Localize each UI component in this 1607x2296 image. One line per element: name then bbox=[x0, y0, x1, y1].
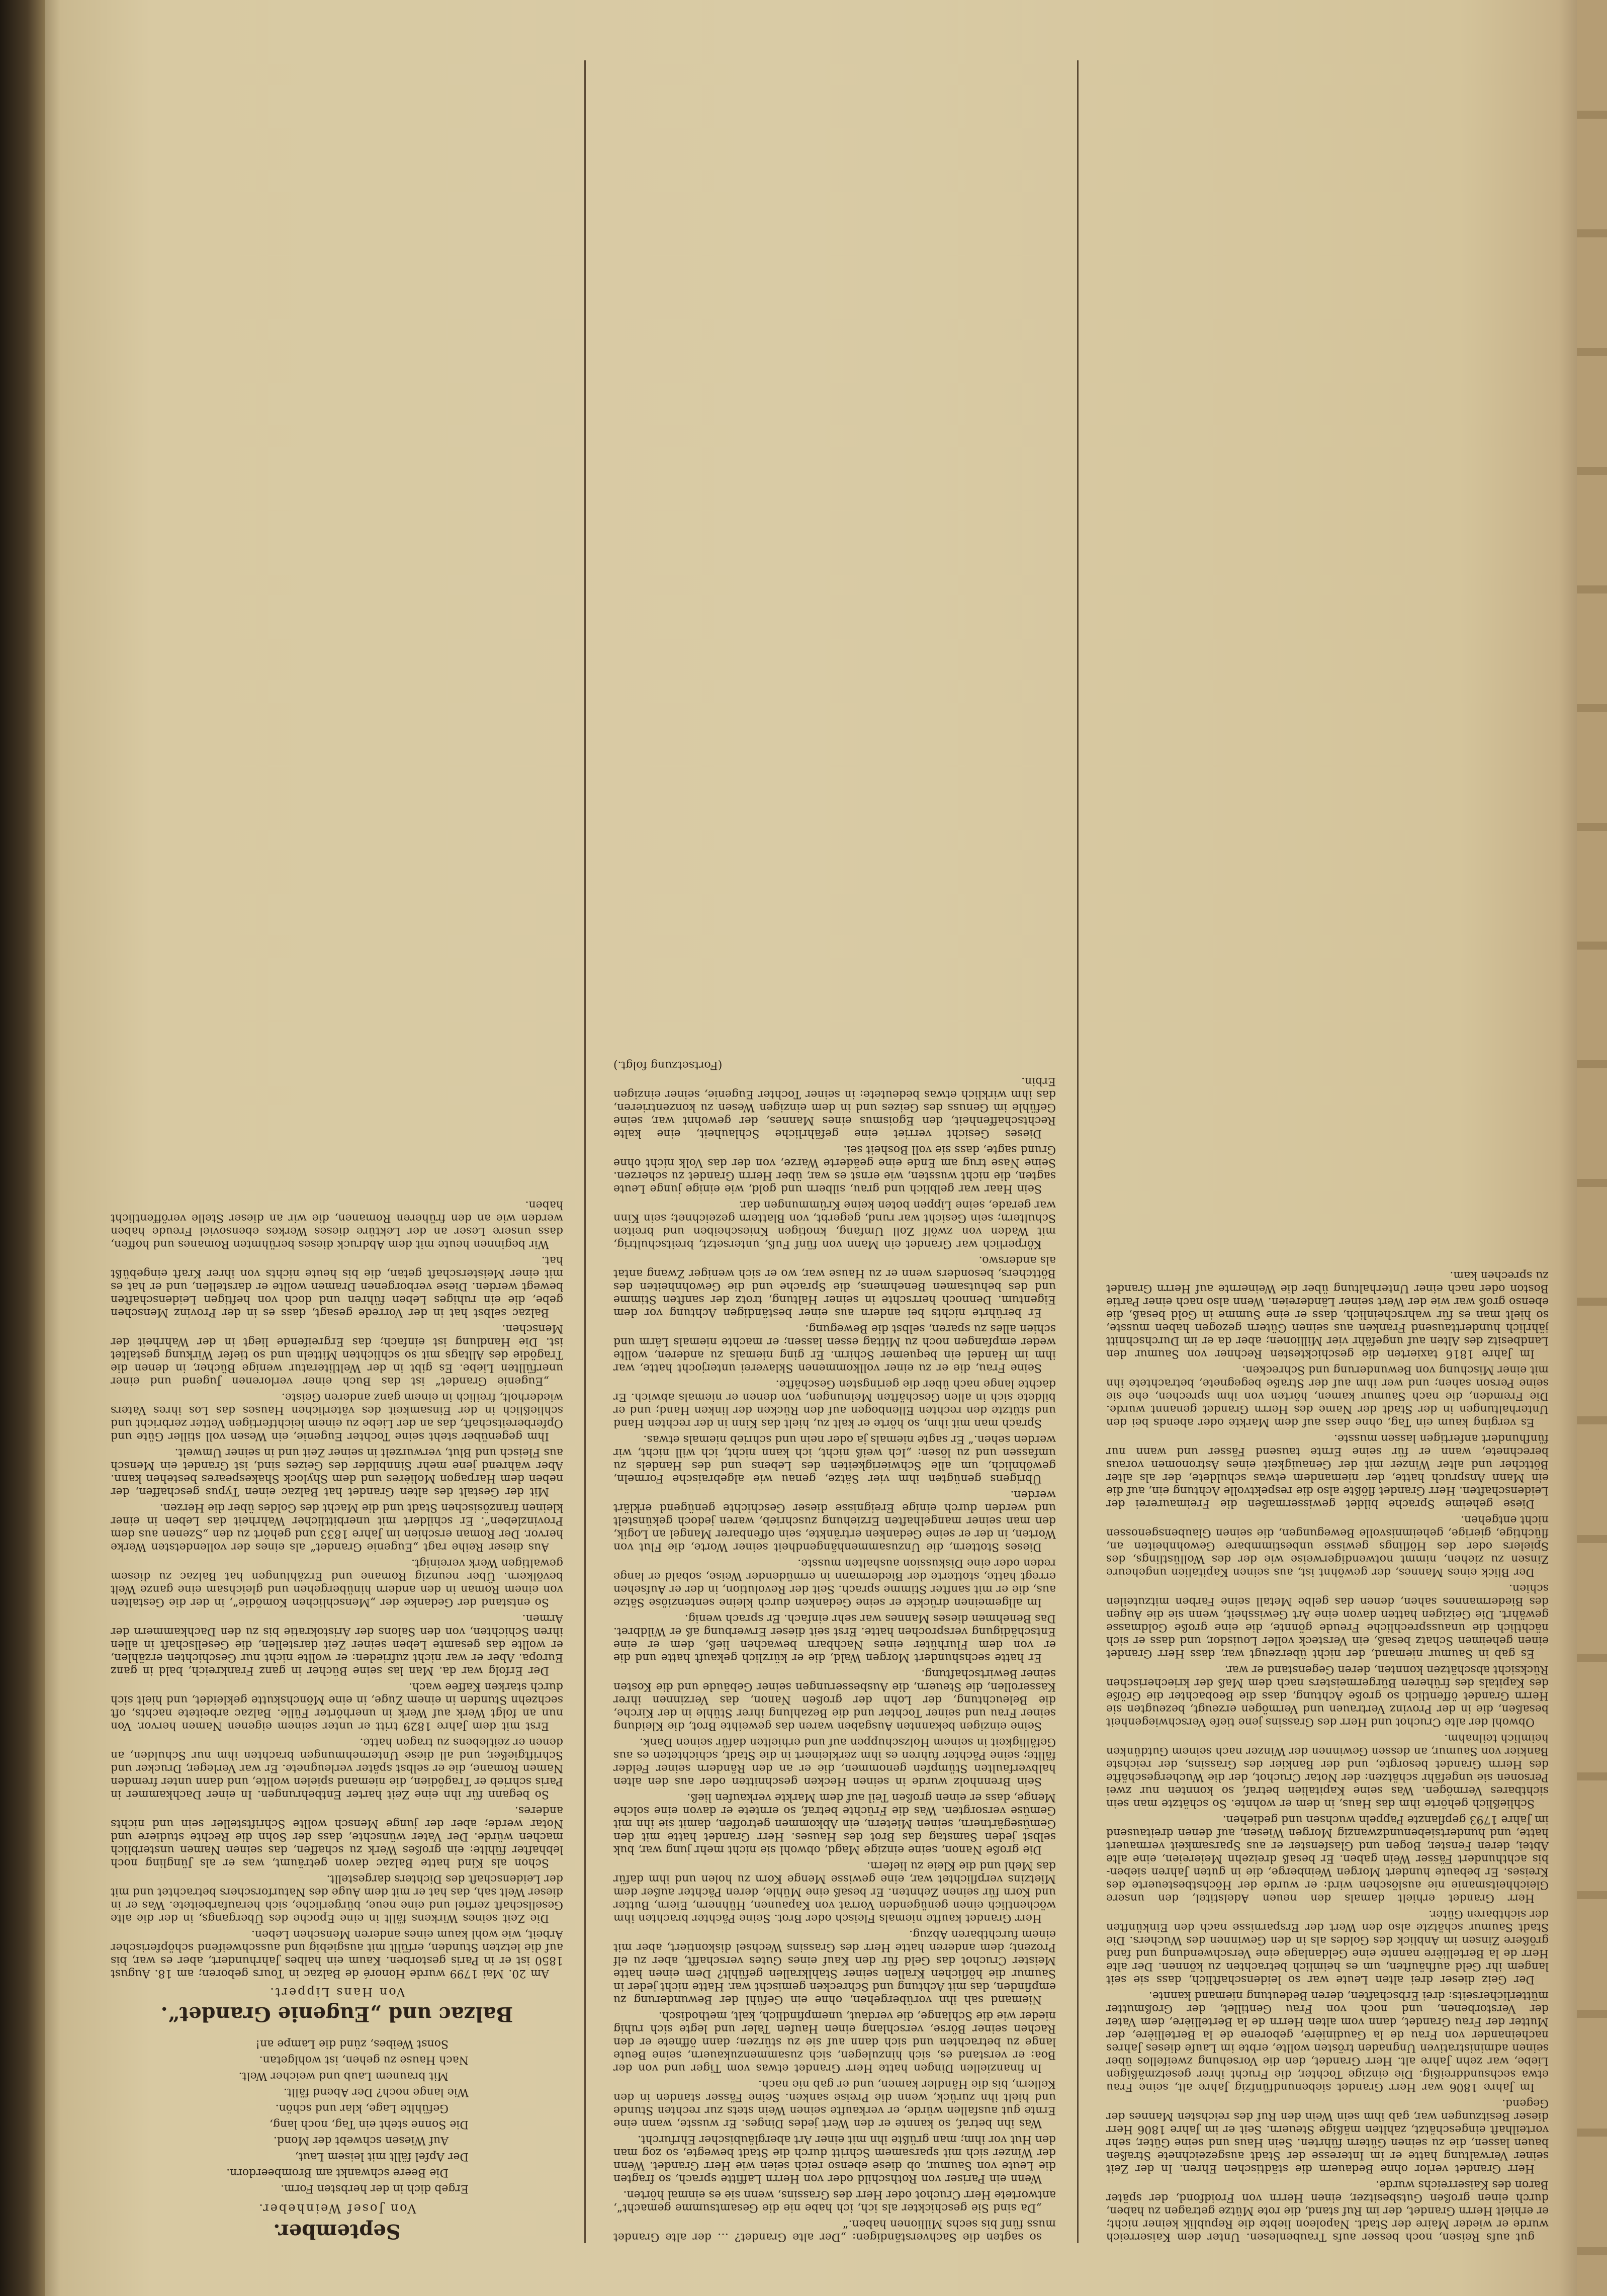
poem-line: Nach Hause zu gehen, ist wohlgetan. bbox=[259, 2054, 469, 2066]
book-binding-edge bbox=[0, 0, 45, 2296]
paragraph: Was ihn betraf, so kannte er den Wert jedes Dinges. Er wusste, wann eine Ernte gut ausfallen würde, er verkaufte seinen Wein stets zur rechten Stunde und hielt ihn zurück, wenn die Preise sanken. Seine Fässer standen in den Kellern, bis die Händler kamen, und er gab nie nach. bbox=[613, 2078, 1056, 2130]
paragraph: Wenn ein Pariser von Rothschild oder von Herrn Laffitte sprach, so fragten die Leute von Saumur, ob diese ebenso reich seien wie Herr Grandet. Wenn der Winzer sich mit sparsamem Schritt durch die Stadt bewegte, so zog man den Hut vor ihm; man grüßte ihn mit einer Art abergläubischer Ehrfurcht. bbox=[613, 2133, 1056, 2185]
poem-line: Sonst Weibes, zünd die Lampe an! bbox=[255, 2037, 449, 2050]
paragraph: Der Erfolg war da. Man las seine Bücher in ganz Frankreich, bald in ganz Europa. Aber er war nicht zufrieden: er wollte nicht nur Geschichten erzählen, er wollte das gesamte Leben seiner Zeit darstellen, die Gesellschaft in allen ihren Schichten, von den Salons der Aristokratie bis zu den Dachkammern der Armen. bbox=[111, 1612, 563, 1677]
paragraph: Er berührte nichts bei andern aus einer beständigen Achtung vor dem Eigentum. Dennoch herrschte in seiner Haltung, trotz der sanften Stimme und des behutsamen Benehmens, die Sprache und die Gewohnheiten des Böttchers, besonders wenn er zu Hause war, wo er sich weniger Zwang antat als anderswo. bbox=[613, 1254, 1056, 1319]
text-column-left bbox=[1106, 60, 1549, 2243]
paragraph: Körperlich war Grandet ein Mann von fünf Fuß, untersetzt, breitschultrig, mit Waden von zwölf Zoll Umfang, knotigen Kniescheiben und breiten Schultern; sein Gesicht war rund, gegerbt, von Blattern gezeichnet; sein Kinn war gerade, seine Lippen boten keine Krümmungen dar. bbox=[613, 1199, 1056, 1250]
paragraph: So entstand der Gedanke der „Menschlichen Komödie“, in der die Gestalten von einem Roman in den andern hinübergehen und gleichsam eine ganze Welt bevölkern. Über neunzig Romane und Erzählungen hat Balzac zu diesem gewaltigen Werk vereinigt. bbox=[111, 1557, 563, 1608]
paragraph: Dieses Stottern, die Unzusammenhängendheit seiner Worte, die Flut von Worten, in der er seine Gedanken ertränkte, sein offenbarer Mangel an Logik, den man seiner mangelhaften Erziehung zuschrieb, waren jedoch gekünstelt und werden durch einige Ereignisse dieser Geschichte genügend erklärt werden. bbox=[613, 1488, 1056, 1553]
paragraph: Herr Grandet verlor ohne Bedauern die städtischen Ehren. In der Zeit seiner Verwaltung hatte er im Interesse der Stadt ausgezeichnete Straßen bauen lassen, die zu seinen Gütern führten. Sein Haus und seine Güter, sehr vorteilhaft eingeschätzt, zahlten mäßige Steuern. Seit er im Jahre 1806 Herr dieser Besitzungen war, gab ihm sein Wein den Ruf des reichsten Mannes der Gegend. bbox=[1106, 2097, 1549, 2175]
paragraph: Am 20. Mai 1799 wurde Honoré de Balzac in Tours geboren; am 18. August 1850 ist er in Paris gestorben. Kaum ein halbes Jahrhundert, aber es war, bis auf die letzten Stunden, erfüllt mit ausgiebig und ausschweifend schöpferischer Arbeit, wie wohl kaum eines anderen Menschen Leben. bbox=[111, 1928, 563, 1980]
poem-line: Wie lange noch? Der Abend fällt. bbox=[284, 2086, 469, 2098]
paragraph: Übrigens genügten ihm vier Sätze, genau wie algebraische Formeln, gewöhnlich, um alle Schwierigkeiten des Lebens und des Handels zu umfassen und zu lösen: „Ich weiß nicht, ich kann nicht, ich will nicht, wir werden sehen.“ Er sagte niemals ja oder nein und schrieb niemals etwas. bbox=[613, 1433, 1056, 1485]
article-intro bbox=[111, 1501, 563, 1980]
poem-author: Von Josef Weinheber. bbox=[257, 2201, 416, 2216]
paragraph: Balzac selbst hat in der Vorrede gesagt, dass es in der Provinz Menschen gebe, die ein ruhiges Leben führen und doch von heftigen Leidenschaften bewegt werden. Diese verborgenen Dramen wollte er darstellen, und er hat es mit einer Meisterschaft getan, die bis heute nichts von ihrer Kraft eingebüßt hat. bbox=[111, 1254, 563, 1319]
paragraph: Es gab in Saumur niemand, der nicht überzeugt war, dass Herr Grandet einen geheimen Schatz besaß, ein Versteck voller Louisdor, und dass er sich nächtlich die unaussprechliche Freude gönnte, die eine große Goldmasse gewährt. Die Geizigen hatten davon eine Art Gewissheit, wenn sie die Augen des Biedermannes sahen, denen das gelbe Metall seine Farben mitzuteilen schien. bbox=[1106, 1582, 1549, 1660]
paragraph: Aus dieser Reihe ragt „Eugenie Grandet“ als eines der vollendetsten Werke hervor. Der Roman erschien im Jahre 1833 und gehört zu den „Szenen aus dem Provinzleben“. Er schildert mit unerbittlicher Wahrheit das Leben in einer kleinen französischen Stadt und die Macht des Goldes über die Herzen. bbox=[111, 1501, 563, 1553]
text-column-middle bbox=[613, 60, 1056, 2243]
paragraph: Dieses Gesicht verriet eine gefährliche Schlauheit, eine kalte Rechtschaffenheit, den Egoismus eines Mannes, der gewohnt war, seine Gefühle im Genuss des Geizes und in dem einzigen Wesen zu konzentrieren, das ihm wirklich etwas bedeutete: in seiner Tochter Eugenie, seiner einzigen Erbin. bbox=[613, 1075, 1056, 1140]
paragraph: Im Jahre 1806 war Herr Grandet siebenundfünfzig Jahre alt, seine Frau etwa sechsunddreißig. Die einzige Tochter, die Frucht ihrer gesetzmäßigen Liebe, war zehn Jahre alt. Herr Grandet, den die Vorsehung zweifellos über seinen administrativen Ungnaden trösten wollte, erbte im Laufe dieses Jahres nacheinander von Frau de la Gaudinière, geborene de la Bertellière, der Mutter der Frau Grandet, dann vom alten Herrn de la Bertellière, dem Vater der Verstorbenen, und noch von Frau Gentillet, der Großmutter mütterlicherseits: drei Erbschaften, deren Bedeutung niemand kannte. bbox=[1106, 1989, 1549, 2093]
paragraph: Er hatte sechshundert Morgen Wald, die er kürzlich gekauft hatte und die er von dem Flurhüter eines Nachbarn bewachen ließ, dem er eine Entschädigung versprochen hatte. Erst seit dieser Erwerbung aß er Wildbret. Das Benehmen dieses Mannes war sehr einfach. Er sprach wenig. bbox=[613, 1612, 1056, 1664]
paragraph: Niemand sah ihn vorübergehen, ohne ein Gefühl der Bewunderung zu empfinden, das mit Achtung und Schrecken gemischt war. Hatte nicht jeder in Saumur die höflichen Krallen seiner Stahlkrallen gefühlt? Dem einen hatte Meister Cruchot das Geld für den Kauf eines Gutes verschafft, aber zu elf Prozent; dem anderen hatte Herr des Grassins Wechsel diskontiert, aber mit einem furchtbaren Abzug. bbox=[613, 1928, 1056, 2006]
poem-line: Auf Wiesen schwebt der Mond. bbox=[273, 2134, 449, 2147]
paragraph: In finanziellen Dingen hatte Herr Grandet etwas vom Tiger und von der Boa: er verstand es, sich hinzulegen, sich zusammenzukauern, seine Beute lange zu betrachten und sich dann auf sie zu stürzen; dann öffnete er den Rachen seiner Börse, verschlang einen Haufen Taler und legte sich ruhig nieder wie die Schlange, die verdaut, unempfindlich, kalt, methodisch. bbox=[613, 2009, 1056, 2074]
poem-body bbox=[111, 2037, 563, 2195]
poem-line: Der Apfel fällt mit leisem Laut, bbox=[295, 2150, 469, 2163]
paragraph: Mit der Gestalt des alten Grandet hat Balzac einen Typus geschaffen, der neben dem Harpagon Molières und dem Shylock Shakespeares bestehen kann. Aber während jene mehr Sinnbilder des Geizes sind, ist Grandet ein Mensch aus Fleisch und Blut, verwurzelt in seiner Zeit und in seiner Umwelt. bbox=[111, 1446, 563, 1498]
paragraph: So begann für ihn eine Zeit harter Entbehrungen. In einer Dachkammer in Paris schrieb er Tragödien, die niemand spielen wollte, und dann unter fremden Namen Romane, die er selbst später verleugnete. Er war Verleger, Drucker und Schriftgießer, und all diese Unternehmungen brachten ihm nur Schulden, an denen er zeitlebens zu tragen hatte. bbox=[111, 1736, 563, 1801]
paragraph: Seine Frau, die er zu einer vollkommenen Sklaverei unterjocht hatte, war ihm im Handel ein bequemer Schirm. Er ging niemals zu anderen, wollte weder empfangen noch zu Mittag essen lassen; er machte niemals Lärm und schien alles zu sparen, selbst die Bewegung. bbox=[613, 1322, 1056, 1374]
paragraph: Sein Brennholz wurde in seinen Hecken geschnitten oder aus den alten halbverfaulten Stümpfen genommen, die er an den Rändern seiner Felder fällte; seine Pächter fuhren es ihm zerkleinert in die Stadt, schichteten es aus Gefälligkeit in seinem Holzschuppen auf und erhielten dafür seinen Dank. bbox=[613, 1736, 1056, 1788]
paragraph: „Da sind Sie geschickter als ich, ich habe nie die Gesamtsumme gemacht“, antwortete Herr Cruchot oder Herr des Grassins, wenn sie es einmal hörten. bbox=[613, 2188, 1056, 2214]
paragraph: Diese geheime Sprache bildet gewissermaßen die Freimaurerei der Leidenschaften. Herr Grandet flößte also die respektvolle Achtung ein, auf die ein Mann Anspruch hatte, der niemandem etwas schuldete, der als alter Böttcher und alter Winzer mit der Genauigkeit eines Astronomen voraus berechnete, wann er für seine Ernte tausend Fässer und wann nur fünfhundert anfertigen lassen musste. bbox=[1106, 1432, 1549, 1510]
continuation-note: (Fortsetzung folgt.) bbox=[613, 1059, 723, 1071]
paragraph: Schließlich gehörte ihm das Haus, in dem er wohnte. So schätzte man sein sichtbares Vermögen. Was seine Kapitalien betraf, so konnten nur zwei Personen sie ungefähr schätzen: der Notar Cruchot, der die Wuchergeschäfte des Herrn Grandet besorgte, und der Bankier des Grassins, der reichste Bankier von Saumur, an dessen Gewinnen der Winzer nach seinem Gutdünken heimlich teilnahm. bbox=[1106, 1732, 1549, 1810]
paragraph: Der Blick eines Mannes, der gewöhnt ist, aus seinen Kapitalien ungeheure Zinsen zu ziehen, nimmt notwendigerweise wie der des Wollüstlings, des Spielers oder des Höflings gewisse unbestimmbare Gewohnheiten an, flüchtige, gierige, geheimnisvolle Bewegungen, die seinen Glaubensgenossen nicht entgehen. bbox=[1106, 1513, 1549, 1578]
paragraph: Es verging kaum ein Tag, ohne dass auf dem Markte oder abends bei den Unterhaltungen in der Stadt der Name des Herrn Grandet genannt wurde. Die Fremden, die nach Saumur kamen, hörten von ihm sprechen, ehe sie seine Person sahen; und wer ihm auf der Straße begegnete, betrachtete ihn mit einer Mischung von Bewunderung und Schrecken. bbox=[1106, 1364, 1549, 1428]
paragraph: Im Jahre 1816 taxierten die geschicktesten Rechner von Saumur den Landbesitz des Alten auf ungefähr vier Millionen; aber da er im Durchschnitt jährlich hunderttausend Franken aus seinen Gütern gezogen haben musste, so hielt man es für wahrscheinlich, dass er eine Summe in Gold besaß, die ebenso groß war wie der Wert seiner Ländereien. Wenn also nach einer Partie Boston oder nach einer Unterhaltung über die Weinernte auf Herrn Grandet zu sprechen kam. bbox=[1106, 1269, 1549, 1360]
paragraph: Im allgemeinen drückte er seine Gedanken durch kleine sentenziöse Sätze aus, die er mit sanfter Stimme sprach. Seit der Revolution, in der er Aufsehen erregt hatte, stotterte der Biedermann in ermüdender Weise, sobald er lange reden oder eine Diskussion aushalten musste. bbox=[613, 1557, 1056, 1608]
paragraph: Ihm gegenüber steht seine Tochter Eugenie, ein Wesen voll stiller Güte und Opferbereitschaft, das an der Liebe zu einem leichtfertigen Vetter zerbricht und schließlich in der Einsamkeit des väterlichen Hauses das Los ihres Vaters wiederholt, freilich in einem ganz anderen Geiste. bbox=[111, 1391, 563, 1442]
paragraph: Wir beginnen heute mit dem Abdruck dieses berühmten Romanes und hoffen, dass unsere Leser an der Lektüre dieses Werkes ebensoviel Freude haben werden wie an den früheren Romanen, die wir an dieser Stelle veröffentlicht haben. bbox=[111, 1199, 563, 1250]
paragraph: Erst mit dem Jahre 1829 tritt er unter seinem eigenen Namen hervor. Von nun an folgt Werk auf Werk in unerhörter Fülle. Balzac arbeitete nachts, oft sechzehn Stunden in einem Zuge, in eine Mönchskutte gekleidet, und hielt sich durch starken Kaffee wach. bbox=[111, 1680, 563, 1732]
paragraph: Schon als Kind hatte Balzac davon geträumt, was er als Jüngling noch lebhafter fühlte: ein großes Werk zu schaffen, das seinen Namen unsterblich machen würde. Der Vater wünschte, dass der Sohn die Rechte studiere und Notar werde; aber der junge Mensch wollte Schriftsteller sein und nichts anderes. bbox=[111, 1804, 563, 1869]
paragraph: Seine einzigen bekannten Ausgaben waren das geweihte Brot, die Kleidung seiner Frau und seiner Tochter und die Bezahlung ihrer Stühle in der Kirche, die Beleuchtung, der Lohn der großen Nanon, das Verzinnen ihrer Kasserollen, die Steuern, die Ausbesserungen seiner Gebäude und die Kosten seiner Bewirtschaftung. bbox=[613, 1667, 1056, 1732]
poem-line: Mit braunem Laub und weicher Welt. bbox=[238, 2070, 449, 2082]
paragraph: so sagten die Sachverständigen: „Der alte Grandet? … der alte Grandet muss fünf bis sechs Millionen haben.“ bbox=[613, 2218, 1056, 2243]
poem-line: Die Beere schwankt am Brombeerdorn. bbox=[226, 2166, 449, 2179]
column-rule-left bbox=[1077, 60, 1079, 2243]
page-edge-stack bbox=[1577, 0, 1607, 2296]
paragraph: Sein Haar war gelblich und grau, silbern und gold, wie einige junge Leute sagten, die nicht wussten, wie ernst es war, über Herrn Grandet zu scherzen. Seine Nase trug am Ende eine geäderte Warze, von der das Volk nicht ohne Grund sagte, dass sie voll Bosheit sei. bbox=[613, 1143, 1056, 1195]
paragraph: Die große Nanon, seine einzige Magd, obwohl sie nicht mehr jung war, buk selbst jeden Samstag das Brot des Hauses. Herr Grandet hatte mit den Gemüsegärtnern, seinen Mietern, ein Abkommen getroffen, damit sie ihn mit Gemüse versorgten. Was die Früchte betraf, so erntete er davon eine solche Menge, dass er einen großen Teil auf dem Markte verkaufen ließ. bbox=[613, 1791, 1056, 1856]
poem-line: Die Sonne steht ein Tag, noch lang, bbox=[269, 2118, 469, 2131]
poem-line: Ergeb dich in der herbsten Form. bbox=[281, 2182, 469, 2195]
paragraph: Die Zeit seines Wirkens fällt in eine Epoche des Übergangs, in der die alte Gesellschaft zerfiel und eine neue, bürgerliche, sich heraufarbeitete. Was er in dieser Welt sah, das hat er mit dem Auge des Naturforschers betrachtet und mit der Leidenschaft des Dichters dargestellt. bbox=[111, 1873, 563, 1924]
column-rule-right bbox=[584, 60, 586, 2243]
paragraph: Obwohl der alte Cruchot und Herr des Grassins jene tiefe Verschwiegenheit besaßen, die in der Provinz Vertrauen und Vermögen erzeugt, bezeugten sie Herrn Grandet öffentlich so große Achtung, dass die Beobachter die Größe des Kapitals des früheren Bürgermeisters nach dem Maß der kriecherischen Rücksicht abschätzen konnten, deren Gegenstand er war. bbox=[1106, 1663, 1549, 1728]
paragraph: Herr Grandet erhielt damals den neuen Adelstitel, den unsere Gleichheitsmanie nie auslöschen wird: er wurde der Höchstbesteuerte des Kreises. Er bebaute hundert Morgen Weinberge, die in guten Jahren sieben- bis achthundert Fässer Wein gaben. Er besaß dreizehn Meiereien, eine alte Abtei, deren Fenster, Bogen und Glasfenster er aus Sparsamkeit vermauert hatte, und hundertsiebenundzwanzig Morgen Wiesen, auf denen dreitausend im Jahre 1793 gepflanzte Pappeln wuchsen und gediehen. bbox=[1106, 1813, 1549, 1904]
text-column-right bbox=[111, 60, 563, 2243]
poem-line: Gefühlte Lage, klar und schön. bbox=[275, 2102, 449, 2114]
newspaper-page bbox=[101, 60, 1549, 2243]
paragraph: gut aufs Reisen, noch besser aufs Traubenlesen. Unter dem Kaiserreich wurde er wieder Maire der Stadt. Napoleon liebte die Republik keiner nicht; er erhielt Herrn Grandet, der im Ruf stand, die rote Mütze getragen zu haben, durch einen großen Gutsbesitzer, einen Herrn von Froidfond, der später Baron des Kaiserreichs wurde. bbox=[1106, 2178, 1549, 2243]
paragraph: „Eugenie Grandet“ ist das Buch einer verlorenen Jugend und einer unerfüllten Liebe. Es gibt in der Weltliteratur wenige Bücher, in denen die Tragödie des Alltags mit so schlichten Mitteln und so tiefer Wirkung gestaltet ist. Die Handlung ist einfach; das Ergreifende liegt in der Wahrheit der Menschen. bbox=[111, 1322, 563, 1387]
poem-title: September. bbox=[273, 2220, 401, 2243]
paragraph: Herr Grandet kaufte niemals Fleisch oder Brot. Seine Pächter brachten ihm wöchentlich einen genügenden Vorrat von Kapaunen, Hühnern, Eiern, Butter und Korn für seinen Zehnten. Er besaß eine Mühle, deren Pächter außer dem Mietzins verpflichtet war, eine gewisse Menge Korn zu holen und ihm dafür das Mehl und die Kleie zu liefern. bbox=[613, 1859, 1056, 1924]
article-body bbox=[111, 1198, 563, 1498]
article-author: Von Hans Lippert. bbox=[269, 1985, 405, 1999]
paragraph: Sprach man mit ihm, so hörte er kalt zu, hielt das Kinn in der rechten Hand und stützte den rechten Ellenbogen auf den Rücken der linken Hand; und er bildete sich in allen Geschäften Meinungen, von denen er niemals abwich. Er dachte lange nach über die geringsten Geschäfte. bbox=[613, 1378, 1056, 1429]
paragraph: Der Geiz dieser drei alten Leute war so leidenschaftlich, dass sie seit langem ihr Geld aufhäuften, um es heimlich betrachten zu können. Der alte Herr de la Bertellière nannte eine Geldanlage eine Verschwendung und fand größere Zinsen im Anblick des Goldes als in den Gewinnen des Wuchers. Die Stadt Saumur schätzte also den Wert der Ersparnisse nach den Einkünften der sichtbaren Güter. bbox=[1106, 1908, 1549, 1986]
article-title: Balzac und „Eugenie Grandet“. bbox=[160, 2002, 513, 2026]
